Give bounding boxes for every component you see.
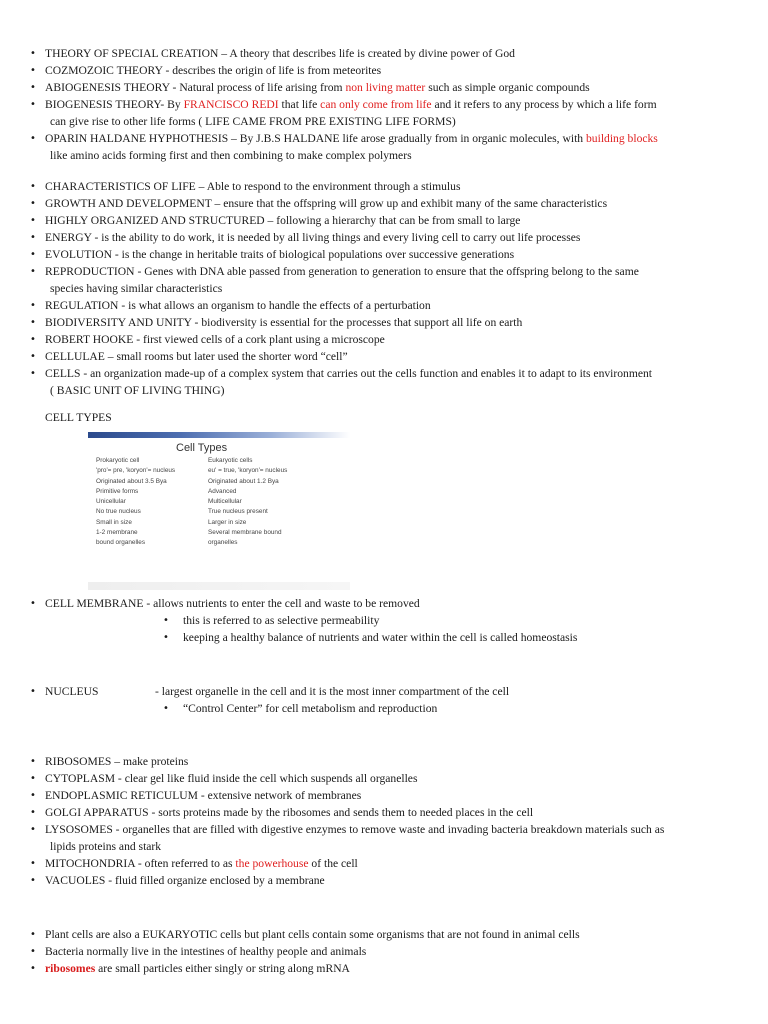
table-cell: Eukaryotic cells <box>208 457 253 464</box>
table-cell: eu' = true, 'koryon'= nucleus <box>208 467 288 475</box>
sub-list-item: • this is referred to as selective permeability <box>0 612 768 629</box>
list-item: • CELLULAE – small rooms but later used the shorter word “cell” <box>0 348 768 365</box>
highlight-text: building blocks <box>586 132 658 145</box>
list-item: • LYSOSOMES - organelles that are filled with digestive enzymes to remove waste and invading bacteria breakdown materials such as lipids proteins and stark <box>0 821 768 855</box>
list-item: • GOLGI APPARATUS - sorts proteins made by the ribosomes and sends them to needed places in the cell <box>0 804 768 821</box>
list-item: • CHARACTERISTICS OF LIFE – Able to respond to the environment through a stimulus <box>0 178 768 195</box>
table-cell: bound organelles <box>96 539 146 547</box>
theories-list <box>0 45 768 164</box>
figure-footer-bar <box>88 582 350 590</box>
cell-types-title: Cell Types <box>176 442 228 454</box>
list-item: • MITOCHONDRIA - often referred to as the powerhouse of the cell <box>0 855 768 872</box>
list-item: • COZMOZOIC THEORY - describes the origin of life is from meteorites <box>0 62 768 79</box>
plant-notes-list <box>0 926 768 977</box>
list-item: • EVOLUTION - is the change in heritable traits of biological populations over successive generations <box>0 246 768 263</box>
highlight-text: ribosomes <box>45 962 96 975</box>
table-cell: Multicellular <box>208 498 242 506</box>
figure-header-bar <box>88 432 350 438</box>
table-cell: Advanced <box>208 487 237 495</box>
sub-list-item: • keeping a healthy balance of nutrients and water within the cell is called homeostasis <box>0 629 768 646</box>
table-cell: organelles <box>208 539 238 547</box>
highlight-text: FRANCISCO REDI <box>183 98 279 111</box>
table-cell: Prokaryotic cell <box>96 457 140 464</box>
list-item: • THEORY OF SPECIAL CREATION – A theory that describes life is created by divine power of God <box>0 45 768 62</box>
sub-list-item: • “Control Center” for cell metabolism and reproduction <box>0 700 768 717</box>
list-item: • ENDOPLASMIC RETICULUM - extensive network of membranes <box>0 787 768 804</box>
highlight-text: non living matter <box>345 81 426 94</box>
list-item: • GROWTH AND DEVELOPMENT – ensure that the offspring will grow up and exhibit many of the same characteristics <box>0 195 768 212</box>
cell-types-figure <box>88 432 350 592</box>
table-cell: 1-2 membrane <box>96 529 138 537</box>
table-cell: 'pro'= pre, 'koryon'= nucleus <box>96 467 176 475</box>
list-item: • CYTOPLASM - clear gel like fluid inside the cell which suspends all organelles <box>0 770 768 787</box>
table-cell: True nucleus present <box>208 508 268 516</box>
list-item: • ABIOGENESIS THEORY - Natural process of life arising from non living matter such as simple organic compounds <box>0 79 768 96</box>
list-item: • OPARIN HALDANE HYPHOTHESIS – By J.B.S HALDANE life arose gradually from in organic molecules, with building blocks like amino acids forming first and then combining to make complex polymers <box>0 130 768 164</box>
list-item: • HIGHLY ORGANIZED AND STRUCTURED – following a hierarchy that can be from small to large <box>0 212 768 229</box>
table-cell: Several membrane bound <box>208 529 282 537</box>
list-item: • ROBERT HOOKE - first viewed cells of a cork plant using a microscope <box>0 331 768 348</box>
list-item: • BIOGENESIS THEORY- By FRANCISCO REDI that life can only come from life and it refers to any process by which a life form can give rise to other life forms ( LIFE CAME FROM PRE EXISTING LIFE FORMS) <box>0 96 768 130</box>
list-item: • VACUOLES - fluid filled organize enclosed by a membrane <box>0 872 768 889</box>
life-characteristics-list <box>0 178 768 399</box>
organelles-list <box>0 753 768 889</box>
prokaryotic-column <box>96 456 175 549</box>
list-item: • NUCLEUS - largest organelle in the cell and it is the most inner compartment of the cell <box>0 683 768 700</box>
list-item: • CELLS - an organization made-up of a complex system that carries out the cells function and enables it to adapt to its environment ( BASIC UNIT OF LIVING THING) <box>0 365 768 399</box>
highlight-text: can only come from life <box>320 98 432 111</box>
list-item: • ribosomes are small particles either singly or string along mRNA <box>0 960 768 977</box>
table-cell: Small in size <box>96 518 132 526</box>
eukaryotic-column <box>208 456 287 549</box>
list-item: • CELL MEMBRANE - allows nutrients to enter the cell and waste to be removed <box>0 595 768 612</box>
list-item: • Bacteria normally live in the intestines of healthy people and animals <box>0 943 768 960</box>
nucleus-section <box>0 683 768 717</box>
table-cell: Primitive forms <box>96 487 139 495</box>
cell-types-heading: CELL TYPES <box>45 411 112 424</box>
table-cell: No true nucleus <box>96 508 141 516</box>
table-cell: Larger in size <box>208 518 247 526</box>
list-item: • Plant cells are also a EUKARYOTIC cells but plant cells contain some organisms that are not found in animal cells <box>0 926 768 943</box>
table-cell: Originated about 1.2 Bya <box>208 477 279 485</box>
cell-membrane-section <box>0 595 768 646</box>
list-item: • REPRODUCTION - Genes with DNA able passed from generation to generation to ensure that the offspring belong to the same species having similar characteristics <box>0 263 768 297</box>
list-item: • BIODIVERSITY AND UNITY - biodiversity is essential for the processes that support all life on earth <box>0 314 768 331</box>
table-cell: Unicellular <box>96 498 126 506</box>
list-item: • RIBOSOMES – make proteins <box>0 753 768 770</box>
list-item: • REGULATION - is what allows an organism to handle the effects of a perturbation <box>0 297 768 314</box>
list-item: • ENERGY - is the ability to do work, it is needed by all living things and every living cell to carry out life processes <box>0 229 768 246</box>
table-cell: Originated about 3.5 Bya <box>96 477 167 485</box>
highlight-text: the powerhouse <box>235 857 309 870</box>
